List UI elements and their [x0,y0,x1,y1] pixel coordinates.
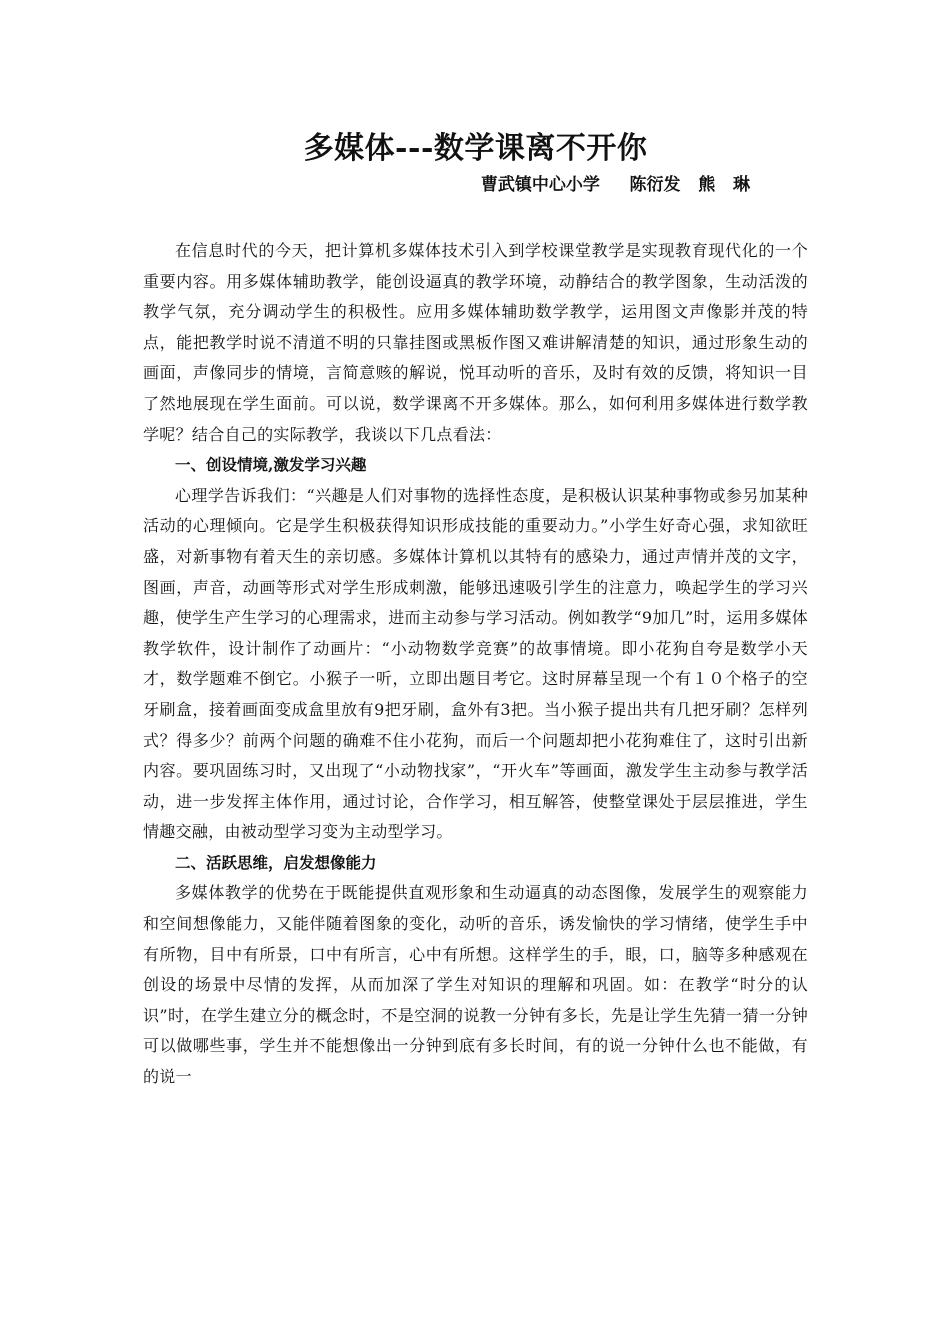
intro-paragraph: 在信息时代的今天，把计算机多媒体技术引入到学校课堂教学是实现教育现代化的一个重要内容。用多媒体辅助教学，能创设逼真的教学环境，动静结合的教学图象，生动活泼的教学气氛，充分调动学生的积极性。应用多媒体辅助数学教学，运用图文声像影并茂的特点，能把教学时说不清道不明的只靠挂图或黑板作图又难讲解清楚的知识，通过形象生动的画面，声像同步的情境，言简意赅的解说，悦耳动听的音乐，及时有效的反馈，将知识一目了然地展现在学生面前。可以说，数学课离不开多媒体。那么，如何利用多媒体进行数学教学呢？结合自己的实际教学，我谈以下几点看法： [143,241,808,444]
section-heading-1: 一、创设情境,激发学习兴趣 [175,455,367,475]
document-page [143,128,808,1093]
document-title: 多媒体---数学课离不开你 [303,131,648,166]
author-byline: 曹武镇中心小学 陈衍发 熊 琳 [480,175,750,195]
document-body [143,236,808,1093]
section-heading-2: 二、活跃思维，启发想像能力 [175,852,377,872]
section-1-paragraph: 心理学告诉我们：“兴趣是人们对事物的选择性态度，是积极认识某种事物或参另加某种活动的心理倾向。它是学生积极获得知识形成技能的重要动力。”小学生好奇心强，求知欲旺盛，对新事物有着天生的亲切感。多媒体计算机以其特有的感染力，通过声情并茂的文字，图画，声音，动画等形式对学生形成刺激，能够迅速吸引学生的注意力，唤起学生的学习兴趣，使学生产生学习的心理需求，进而主动参与学习活动。例如教学“9加几”时，运用多媒体教学软件，设计制作了动画片：“小动物数学竞赛”的故事情境。即小花狗自夸是数学小天才，数学题难不倒它。小猴子一听，立即出题目考它。这时屏幕呈现一个有１０个格子的空牙刷盒，接着画面变成盒里放有9把牙刷，盒外有3把。当小猴子提出共有几把牙刷？怎样列式？得多少？前两个问题的确难不住小花狗，而后一个问题却把小花狗难住了，这时引出新内容。要巩固练习时，又出现了“小动物找家”，“开火车”等画面，激发学生主动参与教学活动，进一步发挥主体作用，通过讨论，合作学习，相互解答，使整堂课处于层层推进，学生情趣交融，由被动型学习变为主动型学习。 [143,485,808,842]
section-2-paragraph: 多媒体教学的优势在于既能提供直观形象和生动逼真的动态图像，发展学生的观察能力和空间想像能力，又能伴随着图象的变化，动听的音乐，诱发愉快的学习情绪，使学生手中有所物，目中有所景，口中有所言，心中有所想。这样学生的手，眼，口，脑等多种感观在创设的场景中尽情的发挥，从而加深了学生对知识的理解和巩固。如：在教学“时分的认识”时，在学生建立分的概念时，不是空洞的说教一分钟有多长，先是让学生先猜一猜一分钟可以做哪些事，学生并不能想像出一分钟到底有多长时间，有的说一分钟什么也不能做，有的说一 [143,883,808,1087]
